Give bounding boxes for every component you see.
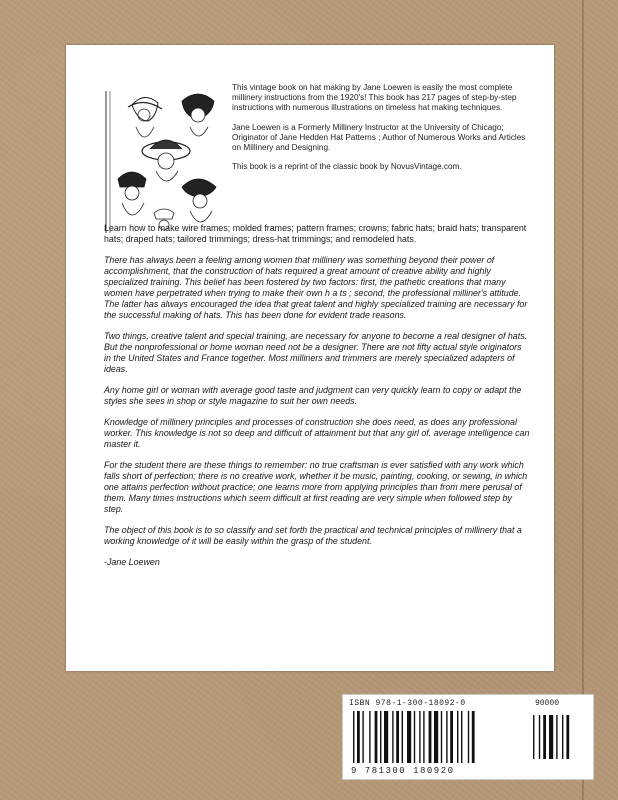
intro-paragraph: The object of this book is to so classify and set forth the practical and technical principles of millinery that a working knowledge of it will be easily within the grasp of the student.: [104, 525, 522, 546]
price-code: 90000: [535, 699, 560, 708]
reprint-note: This book is a reprint of the classic book by NovusVintage.com.: [232, 162, 462, 172]
book-description: [232, 83, 528, 181]
cover-fold-line: [582, 0, 584, 800]
back-cover-panel: [66, 45, 554, 671]
intro-paragraph: There has always been a feeling among women that millinery was something beyond their power of accomplishment, that the construction of hats required a great amount of creative ability and highly specialized training. This belief has been fostered by two factors: first, the pathetic creations that many women have perpetrated when trying to make their own h a ts ; second, the professional milliner's attitude. The latter has always encouraged the idea that great talent and highly specialized training are necessary for the successful making of hats. This has been done for evident trade reasons.: [104, 255, 528, 320]
intro-paragraph: Any home girl or woman with average good taste and judgment can very quickly learn to copy or adapt the styles she sees in shop or style magazine to suit her own needs.: [104, 385, 522, 406]
intro-paragraph: Knowledge of millinery principles and processes of construction she does need, as does any professional worker. This knowledge is not so deep and difficult of attainment but that any girl of. average intelligence can master it.: [104, 417, 530, 449]
author-bio: Jane Loewen is a Formerly Millinery Instructor at the University of Chicago; Originator of Jane Hedden Hat Patterns ; Author of Numerous Works and Articles on Millinery and Designing.: [232, 122, 526, 153]
description-paragraph: This vintage book on hat making by Jane Loewen is easily the most complete millinery instructions from the 1920's! This book has 217 pages of step-by-step instructions with numerous illustrations on timeless hat making techniques.: [232, 83, 517, 113]
lead-paragraph: Learn how to make wire frames; molded frames; pattern frames; crowns; fabric hats; braid hats; transparent hats; draped hats; tailored trimmings; dress-hat trimmings; and remodeled hats.: [104, 223, 527, 244]
body-text: [104, 223, 530, 578]
isbn-barcode: [342, 694, 594, 780]
intro-paragraph: For the student there are these things to remember: no true craftsman is ever satisfied with any work which falls short of perfection; there is no creative work, whether it be music, painting, cooking, or sewing, in which one attains perfection without practice; one learns more from applying principles than from mere perusal of them. Many times instructions which seem difficult at first reading are very simple when followed step by step.: [104, 460, 528, 514]
intro-paragraph: Two things, creative talent and special training, are necessary for anyone to become a real designer of hats. But the nonprofessional or home woman need not be a designer. There are not fifty actual style originators in the United States and France together. Most milliners and trimmers are merely specialized adapters of ideas.: [104, 331, 528, 374]
signature-line: -Jane Loewen: [104, 557, 160, 567]
isbn-label: ISBN 978-1-300-18092-0: [349, 699, 466, 708]
ean-digits: 9 781300 180920: [351, 766, 455, 776]
vintage-hat-illustration: [104, 87, 222, 237]
barcode-bars: [343, 709, 593, 769]
